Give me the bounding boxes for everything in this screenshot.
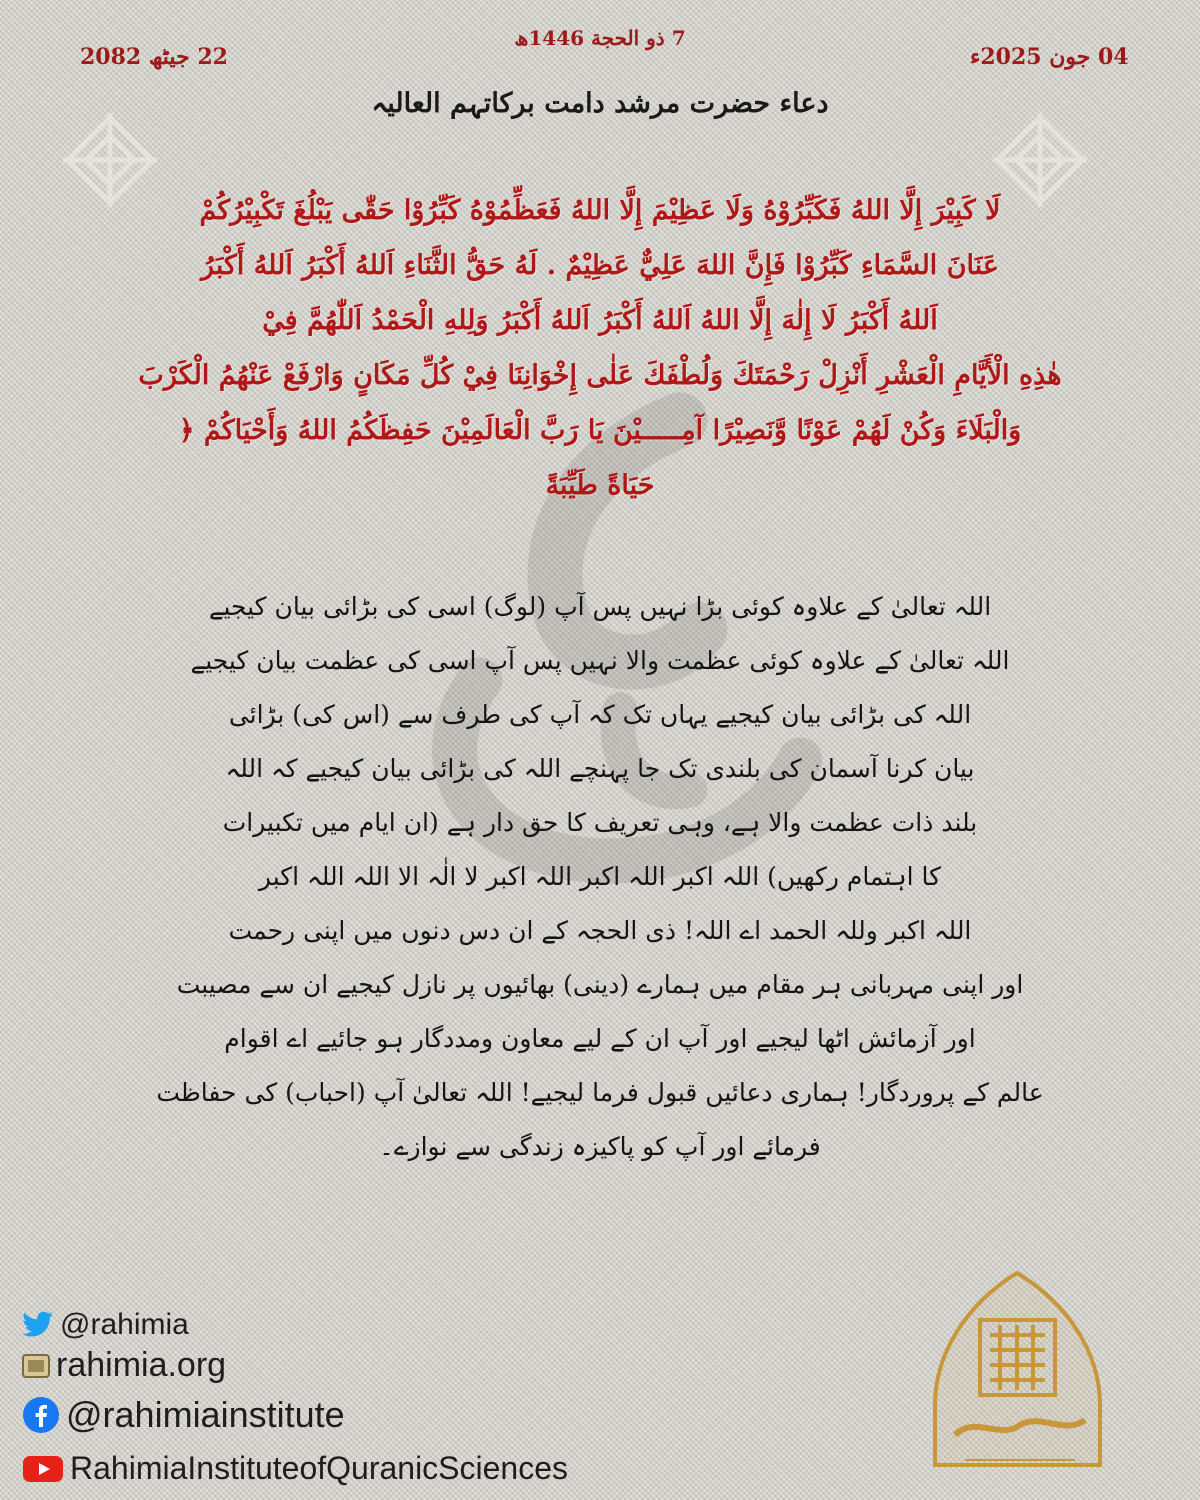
- urdu-line: اللہ تعالیٰ کے علاوہ کوئی عظمت والا نہیں پس آپ اسی کی عظمت بیان کیجیے: [190, 646, 1010, 675]
- facebook-handle[interactable]: @rahimiainstitute: [66, 1394, 345, 1435]
- urdu-line: اللہ اکبر وللہ الحمد اے اللہ! ذی الحجہ کے ان دس دنوں میں اپنی رحمت: [228, 916, 972, 945]
- arabic-dua: [60, 183, 1140, 513]
- facebook-link[interactable]: [22, 1394, 345, 1436]
- arabic-line: حَيَاةً طَيِّبَةً: [545, 470, 655, 501]
- youtube-channel[interactable]: RahimiaInstituteofQuranicSciences: [70, 1450, 569, 1486]
- arabic-line: اَللهُ أَكْبَرُ لَا إِلٰهَ إِلَّا اللهُ اَللهُ أَكْبَرُ اَللهُ أَكْبَرُ وَلِلهِ الْحَمْدُ اَللّٰهُمَّ فِيْ: [262, 305, 938, 336]
- urdu-line: کا اہتمام رکھیں) اللہ اکبر اللہ اکبر اللہ اکبر لا الٰہ الا اللہ اللہ اکبر: [258, 862, 942, 891]
- urdu-line: بلند ذات عظمت والا ہے، وہی تعریف کا حق دار ہے (ان ایام میں تکبیرات: [222, 808, 978, 837]
- urdu-line: اللہ تعالیٰ کے علاوہ کوئی بڑا نہیں پس آپ (لوگ) اسی کی بڑائی بیان کیجیے: [208, 592, 992, 621]
- hijri-date: 7 ذو الحجة 1446ھ: [514, 26, 686, 50]
- rahimia-logo-icon: [905, 1265, 1130, 1490]
- youtube-link[interactable]: [22, 1450, 568, 1487]
- arabic-line: هٰذِهِ الْأَيَّامِ الْعَشْرِ أَنْزِلْ رَحْمَتَكَ وَلُطْفَكَ عَلٰى إِخْوَانِنَا فِيْ كُلِّ مَكَانٍ وَارْفَعْ عَنْهُمُ الْكَرْبَ: [138, 360, 1062, 391]
- urdu-translation: [140, 580, 1060, 1174]
- urdu-line: اللہ کی بڑائی بیان کیجیے یہاں تک کہ آپ کی طرف سے (اس کی) بڑائی: [228, 700, 972, 729]
- bikrami-date: 22 جیٹھ 2082: [80, 44, 228, 70]
- urdu-line: اور آزمائش اٹھا لیجیے اور آپ ان کے لیے معاون ومددگار ہو جائیے اے اقوام: [224, 1024, 976, 1053]
- arabic-line: عَنَانَ السَّمَاءِ كَبِّرُوْا فَإِنَّ اللهَ عَلِيٌّ عَظِيْمٌ . لَهُ حَقُّ الثَّنَاءِ اَللهُ أَكْبَرُ اَللهُ أَكْبَرُ: [200, 250, 1000, 281]
- urdu-line: فرمائے اور آپ کو پاکیزہ زندگی سے نوازے۔: [379, 1132, 821, 1161]
- website-link[interactable]: [22, 1346, 226, 1385]
- urdu-line: بیان کرنا آسمان کی بلندی تک جا پہنچے اللہ کی بڑائی بیان کیجیے کہ اللہ: [225, 754, 975, 783]
- twitter-handle[interactable]: @rahimia: [60, 1308, 189, 1341]
- arabic-line: وَالْبَلَاءَ وَكُنْ لَهُمْ عَوْنًا وَّنَصِيْرًا آمِـــــيْنَ يَا رَبَّ الْعَالَمِيْنَ حَفِظَكُمُ اللهُ وَأَحْيَاكُمْ ﴿: [178, 415, 1022, 446]
- facebook-icon: [22, 1396, 60, 1434]
- youtube-icon: [22, 1454, 64, 1484]
- urdu-line: اور اپنی مہربانی ہر مقام میں ہمارے (دینی) بھائیوں پر نازل کیجیے ان سے مصیبت: [176, 970, 1024, 999]
- arabic-line: لَا كَبِيْرَ إِلَّا اللهُ فَكَبِّرُوْهُ وَلَا عَظِيْمَ إِلَّا اللهُ فَعَظِّمُوْهُ كَبِّرُوْا حَقّٰى يَبْلُغَ تَكْبِيْرُكُمْ: [199, 195, 1001, 226]
- twitter-link[interactable]: [22, 1308, 189, 1342]
- website-url[interactable]: rahimia.org: [56, 1346, 227, 1384]
- urdu-line: عالم کے پروردگار! ہماری دعائیں قبول فرما لیجیے! اللہ تعالیٰ آپ (احباب) کی حفاظت: [156, 1078, 1044, 1107]
- twitter-icon: [22, 1311, 54, 1339]
- web-icon: [22, 1354, 50, 1378]
- gregorian-date: 04 جون 2025ء: [970, 44, 1129, 70]
- page-title: دعاء حضرت مرشد دامت برکاتہم العالیہ: [371, 88, 829, 119]
